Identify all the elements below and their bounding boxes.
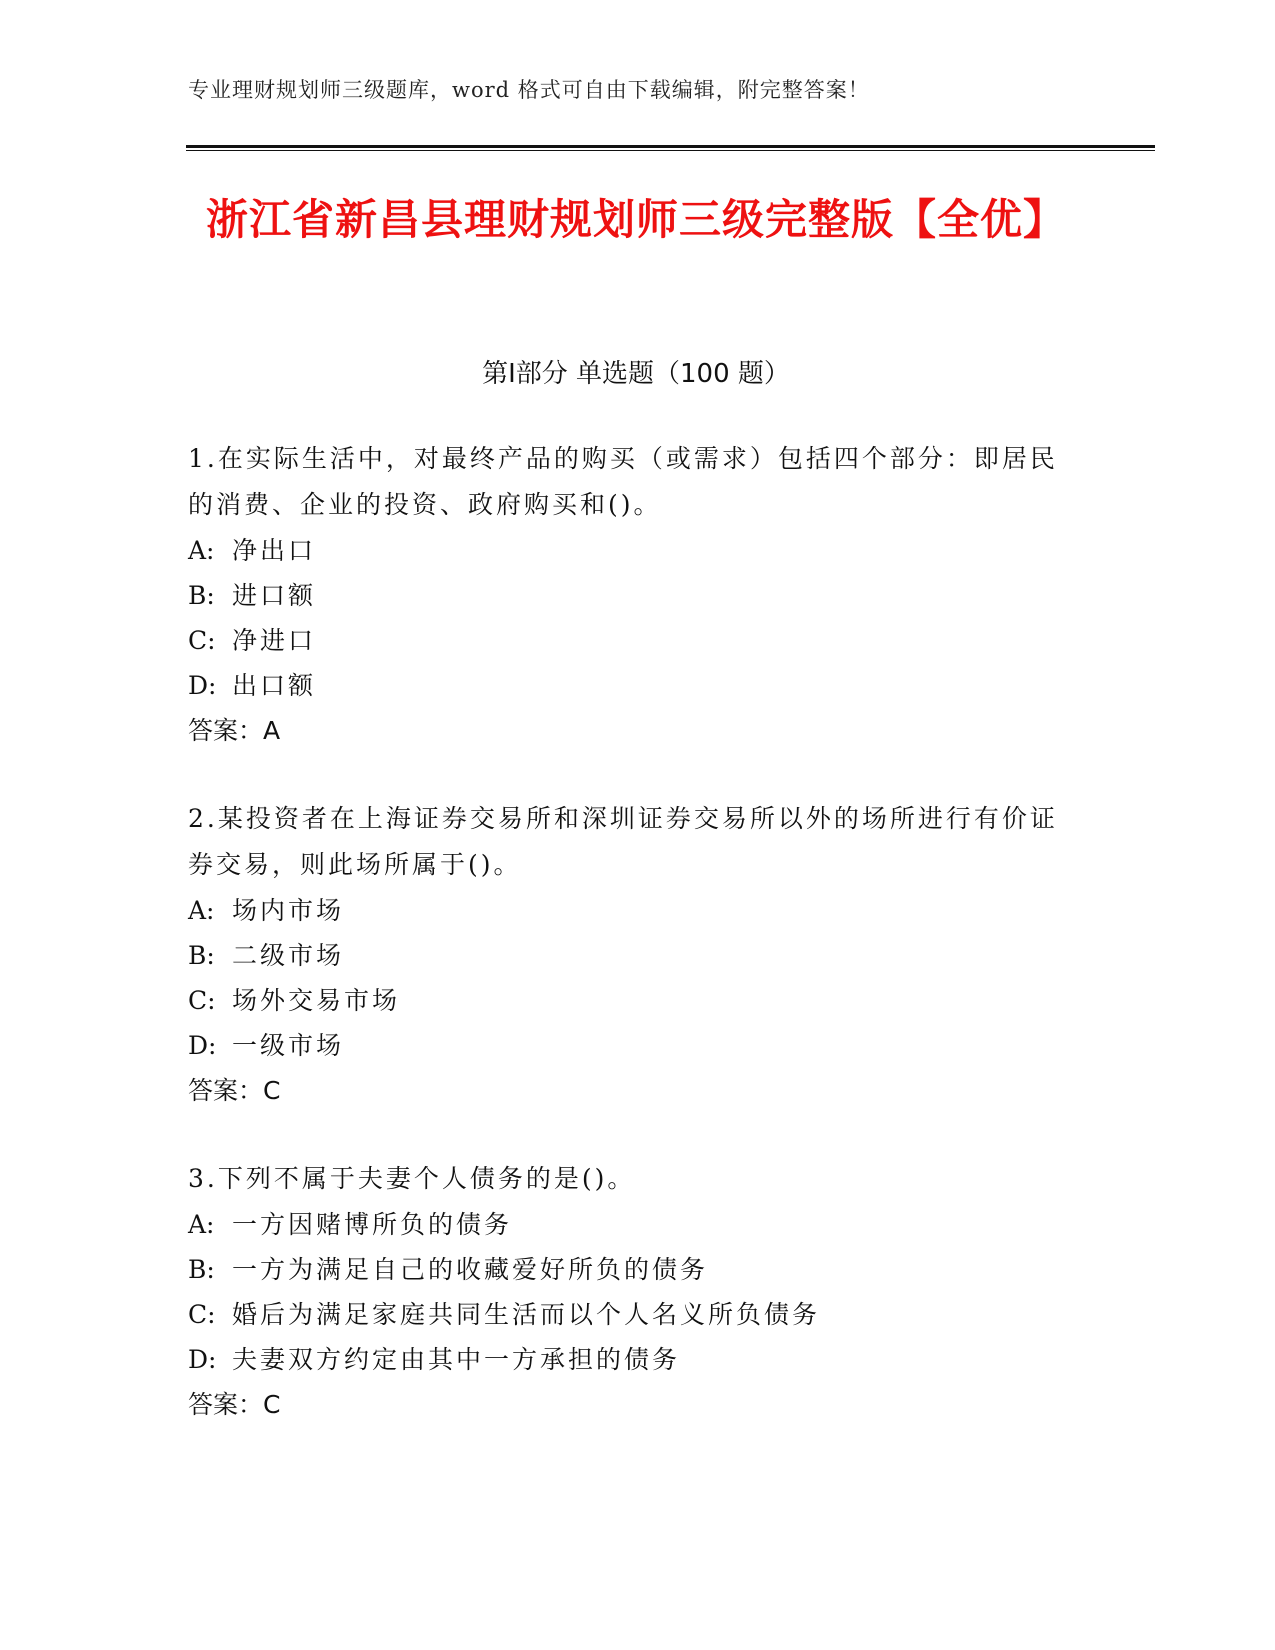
option-text: 进口额 — [232, 581, 317, 610]
option-key: C: — [188, 1300, 216, 1329]
header-note: 专业理财规划师三级题库，word 格式可自由下载编辑，附完整答案！ — [188, 78, 870, 102]
option-text: 场内市场 — [232, 896, 345, 925]
option-key: C: — [188, 626, 216, 655]
question-2 — [188, 796, 1068, 1114]
option-text: 一方因赌博所负的债务 — [232, 1210, 513, 1239]
question-1 — [188, 436, 1068, 754]
option-text: 一方为满足自己的收藏爱好所负的债务 — [232, 1255, 709, 1284]
option-c — [188, 978, 1068, 1023]
section-title: 第Ⅰ部分 单选题（100 题） — [482, 359, 790, 389]
option-c — [188, 1292, 1068, 1337]
option-text: 场外交易市场 — [232, 986, 401, 1015]
option-d — [188, 1337, 1068, 1382]
option-a — [188, 528, 1068, 573]
option-b — [188, 933, 1068, 978]
answer-line: 答案：A — [188, 716, 281, 745]
option-key: D: — [188, 1345, 217, 1374]
option-d — [188, 1023, 1068, 1068]
option-b — [188, 573, 1068, 618]
option-key: D: — [188, 1031, 217, 1060]
question-stem: 1.在实际生活中，对最终产品的购买（或需求）包括四个部分：即居民的消费、企业的投资、政府购买和()。 — [188, 444, 1058, 519]
option-key: B: — [188, 581, 215, 610]
answer-line: 答案：C — [188, 1390, 281, 1419]
question-stem: 2.某投资者在上海证券交易所和深圳证券交易所以外的场所进行有价证券交易，则此场所属于()。 — [188, 804, 1058, 879]
option-text: 夫妻双方约定由其中一方承担的债务 — [232, 1345, 681, 1374]
option-key: B: — [188, 1255, 215, 1284]
option-a — [188, 888, 1068, 933]
question-stem: 3.下列不属于夫妻个人债务的是()。 — [188, 1164, 636, 1193]
answer-line: 答案：C — [188, 1076, 281, 1105]
option-key: B: — [188, 941, 215, 970]
option-text: 婚后为满足家庭共同生活而以个人名义所负债务 — [232, 1300, 821, 1329]
question-list — [188, 436, 1068, 1470]
option-text: 净出口 — [232, 536, 317, 565]
header-divider-thick — [186, 145, 1155, 148]
question-3 — [188, 1156, 1068, 1428]
header-divider-thin — [186, 150, 1155, 151]
option-a — [188, 1202, 1068, 1247]
option-text: 出口额 — [232, 671, 317, 700]
option-text: 净进口 — [232, 626, 317, 655]
option-d — [188, 663, 1068, 708]
option-text: 二级市场 — [232, 941, 345, 970]
option-key: D: — [188, 671, 217, 700]
document-title: 浙江省新昌县理财规划师三级完整版【全优】 — [205, 195, 1066, 244]
option-key: A: — [188, 896, 215, 925]
option-key: C: — [188, 986, 216, 1015]
option-text: 一级市场 — [232, 1031, 345, 1060]
option-c — [188, 618, 1068, 663]
option-b — [188, 1247, 1068, 1292]
option-key: A: — [188, 1210, 215, 1239]
option-key: A: — [188, 536, 215, 565]
